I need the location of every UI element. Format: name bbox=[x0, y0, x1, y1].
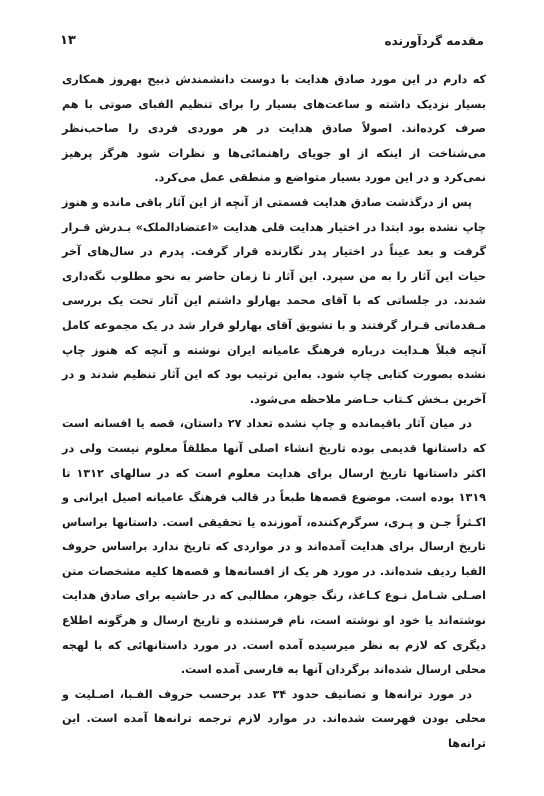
page-number: ۱۳ bbox=[60, 33, 76, 48]
running-head: مقدمه گردآورنده bbox=[384, 34, 484, 48]
paragraph-songs: در مورد ترانه‌ها و تصانیف حدود ۳۴ عدد برحسب حروف الفـبا، اصـلیت و محلی بودن فهرست شده‌اند. در موارد لازم ترجمه ترانه‌ها آمده است. این ترانه‌ها bbox=[62, 687, 486, 751]
page-header bbox=[60, 34, 484, 56]
paragraph-archive-history: پس از درگذشت صادق هدایت قسمتی از آنچه از این آثار باقی مانده و هنوز چاپ نشده بود ابتدا در اختیار هدایت قلی هدایت «اعتضادالملک» بـدرش قـرار گرفت و بعد عیناً در اختیار پدر نگارنده قرار گرفت. پدرم در سال‌های آخر حیات این آثار را به من سپرد. این آثار تا زمان حاضر به نحو مطلوب نگه‌داری شدند. در جلساتی که با آقای محمد بهارلو داشتم این آثار تحت یک بررسی مـقدماتی قـرار گرفتند و با تشویق آقای بهارلو قرار شد در یک مجموعه کامل آنچه قبلاً هـدایت درباره فرهنگ عامیانه ایران نوشته و آنچه که هنوز چاپ نشده بصورت کتابی چاپ شود. به‌این ترتیب بود که این آثار تنظیم شدند و در آخرین بـخش کـتاب حـاضر ملاحظه می‌شود. bbox=[62, 195, 486, 406]
paragraph-stories: در میان آثار باقیمانده و چاپ نشده تعداد ۲۷ داستان، قصه یا افسانه است که داستانها قدیمی بوده تاریخ انشاء اصلی آنها مطلقاً معلوم نیست ولی در اکثر داستانها تاریخ ارسال برای هدایت معلوم است که در سالهای ۱۳۱۲ تا ۱۳۱۹ بوده است. موضوع قصه‌ها طبعاً در قالب فرهنگ عامیانه اصیل ایرانی و اکـثراً جـن و پـری، سرگرم‌کننده، آموزنده یا تحقیقی است. داستانها براساس تاریخ ارسال برای هدایت آمده‌اند و در مواردی که تاریخ ندارد براساس حروف الفبا ردیف شده‌اند. در مورد هر یک از افسانه‌ها و قصه‌ها کلیه مشخصات متن اصـلی شـامل نـوع کـاغذ، رنگ جوهر، مطالبی که در حاشیه برای صادق هدایت نوشته‌اند یا خود او نوشته است، نام فرستنده و تاریخ ارسال و هرگونه اطلاع دیگری که لازم به نظر میرسیده آمده است. در مورد داستانهائی که با لهجه محلی ارسال شده‌اند برگردان آنها به فارسی آمده است. bbox=[62, 417, 487, 677]
paragraph-continuation: که دارم در این مورد صادق هدایت با دوست دانشمندش ذبیح بهروز همکاری بسیار نزدیک داشته و ساعت‌های بسیار را برای تنظیم الفبای صوتی با هم صرف کرده‌اند. اصولاً صادق هدایت در هر موردی فردی را صاحب‌نظر می‌شناخت از اینکه از او جویای راهنمائی‌ها و نظرات شود هرگز پرهیز نمی‌کرد و در این مورد بسیار متواضع و منطقی عمل می‌کرد. bbox=[62, 73, 486, 185]
body-text bbox=[62, 68, 486, 757]
